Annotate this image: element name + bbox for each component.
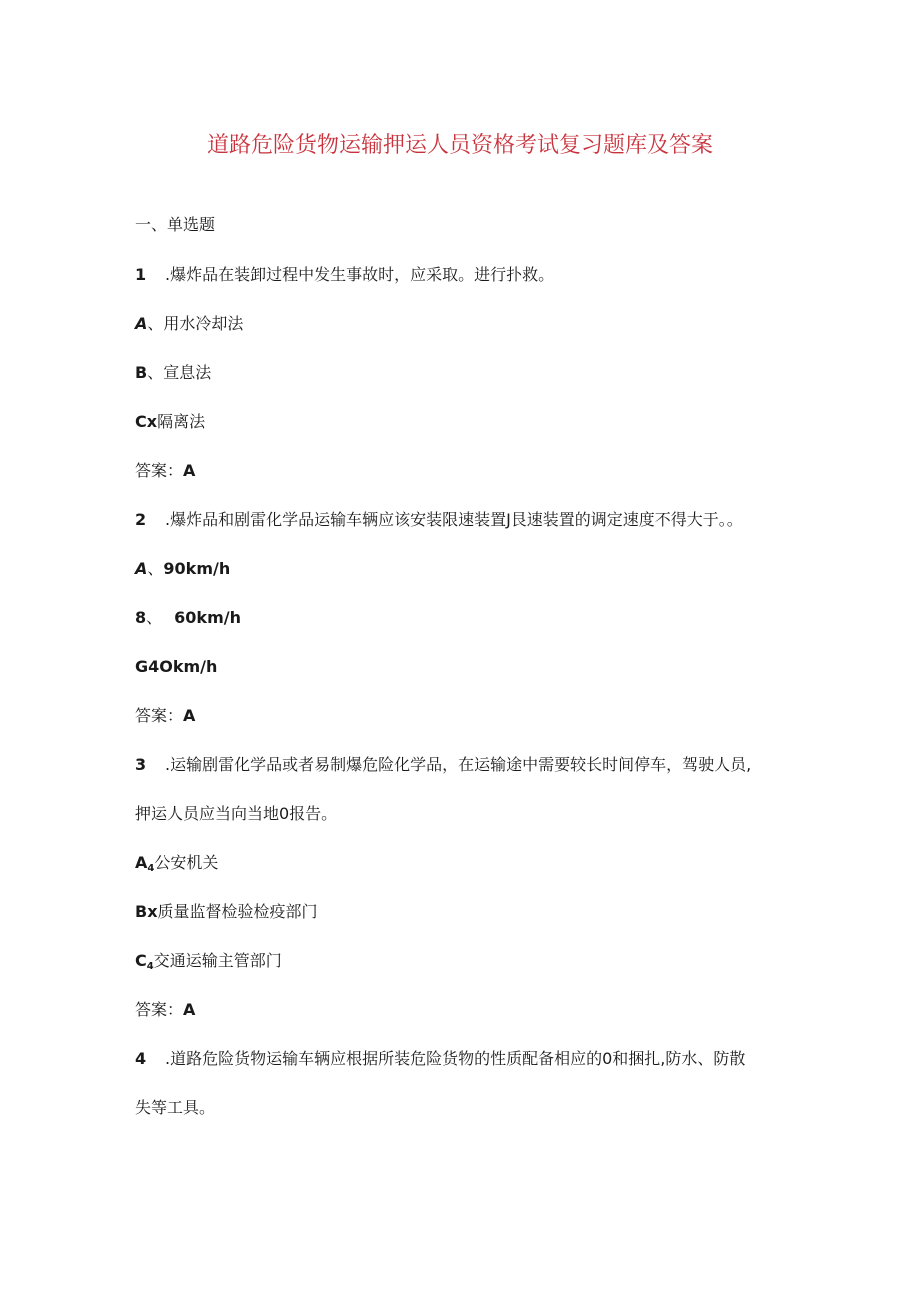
option-label: Bx: [135, 902, 158, 921]
question-number: 1: [135, 265, 147, 284]
question-text: .爆炸品在装卸过程中发生事故时，应采取。进行扑救。: [165, 265, 555, 284]
option-text: 用水冷却法: [163, 314, 244, 333]
answer-value: A: [183, 706, 196, 725]
question-3-continued: [135, 803, 337, 825]
option-text: 质量监督检验检疫部门: [157, 902, 318, 921]
option-c: [135, 411, 205, 433]
option-separator: 、: [146, 608, 163, 627]
question-text: .运输剧雷化学品或者易制爆危险化学品，在运输途中需要较长时间停车，驾驶人员,: [165, 755, 752, 774]
option-label: A: [135, 314, 148, 333]
option-b: [135, 362, 211, 384]
option-subscript: 4: [146, 961, 154, 972]
option-text: 60km/h: [174, 608, 241, 627]
option-separator: 、: [147, 363, 164, 382]
option-text: 公安机关: [154, 853, 219, 872]
option-a: [135, 558, 230, 580]
answer-value: A: [183, 461, 196, 480]
option-b: [135, 607, 241, 629]
option-text: 宣息法: [163, 363, 212, 382]
question-text: 押运人员应当向当地0报告。: [135, 804, 338, 823]
answer-value: A: [183, 1000, 196, 1019]
option-c: [135, 950, 282, 978]
question-text: 失等工具。: [135, 1098, 216, 1117]
question-1: [135, 264, 554, 286]
option-text: 交通运输主管部门: [153, 951, 282, 970]
answer-label: 答案：: [135, 706, 184, 725]
option-label: G4Okm/h: [135, 657, 218, 676]
option-label: Cx: [135, 412, 158, 431]
question-number: 2: [135, 510, 147, 529]
option-label: A: [135, 853, 148, 872]
question-4: [135, 1048, 745, 1070]
option-label: 8: [135, 608, 147, 627]
answer-2: [135, 705, 195, 727]
option-separator: 、: [147, 314, 164, 333]
option-separator: 、: [147, 559, 164, 578]
option-a: [135, 852, 218, 880]
option-label: C: [135, 951, 147, 970]
option-label: B: [135, 363, 148, 382]
question-4-continued: [135, 1097, 215, 1119]
document-title: 道路危险货物运输押运人员资格考试复习题库及答案: [206, 133, 713, 158]
answer-label: 答案：: [135, 461, 184, 480]
question-3: [135, 754, 751, 776]
question-number: 4: [135, 1049, 147, 1068]
option-a: [135, 313, 243, 335]
section-heading: 一、单选题: [135, 215, 216, 234]
option-label: A: [135, 559, 148, 578]
answer-3: [135, 999, 195, 1021]
option-b: [135, 901, 318, 923]
question-text: .道路危险货物运输车辆应根据所装危险货物的性质配备相应的0和捆扎,防水、防散: [165, 1049, 746, 1068]
option-subscript: 4: [147, 863, 155, 874]
question-number: 3: [135, 755, 147, 774]
option-text: 隔离法: [157, 412, 206, 431]
option-c: [135, 656, 217, 678]
question-2: [135, 509, 743, 531]
question-text: .爆炸品和剧雷化学品运输车辆应该安装限速装置J艮速装置的调定速度不得大于。。: [165, 510, 743, 529]
answer-label: 答案：: [135, 1000, 184, 1019]
answer-1: [135, 460, 195, 482]
option-text: 90km/h: [163, 559, 231, 578]
